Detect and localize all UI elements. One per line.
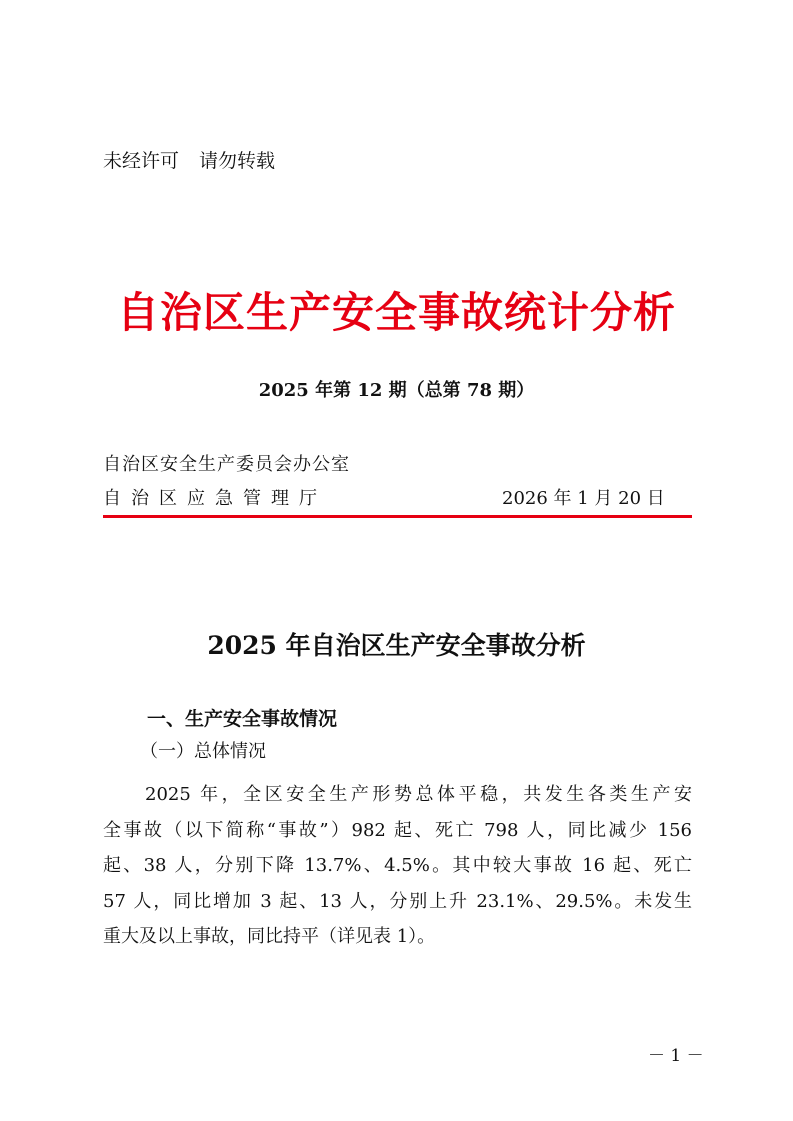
reprint-notice xyxy=(103,146,275,173)
issuer-line-2: 自治区应急管理厅 xyxy=(103,488,327,509)
document-title: 2025 年自治区生产安全事故分析 xyxy=(207,631,586,660)
body-paragraph xyxy=(103,780,692,958)
notice-part1: 未经许可 xyxy=(103,150,180,172)
issue-number: 2025 年第 12 期（总第 78 期） xyxy=(258,380,535,401)
issuer-line-1: 自治区安全生产委员会办公室 xyxy=(103,454,350,475)
section-heading: 一、生产安全事故情况 xyxy=(147,708,338,730)
paragraph-line: 全事故（以下简称“事故”）982 起、死亡 798 人，同比减少 156 xyxy=(103,819,692,841)
notice-part2: 请勿转载 xyxy=(199,150,276,172)
paragraph-line: 57 人，同比增加 3 起、13 人，分别上升 23.1%、29.5%。未发生 xyxy=(103,890,692,912)
paragraph-line: 2025 年，全区安全生产形势总体平稳，共发生各类生产安 xyxy=(145,784,692,805)
page-number: － 1 － xyxy=(648,1046,704,1066)
red-separator-rule xyxy=(103,515,692,518)
paragraph-line: 起、38 人，分别下降 13.7%、4.5%。其中较大事故 16 起、死亡 xyxy=(103,855,692,876)
masthead-title: 自治区生产安全事故统计分析 xyxy=(116,288,676,337)
subsection-heading: （一）总体情况 xyxy=(140,741,266,762)
issue-date: 2026 年 1 月 20 日 xyxy=(502,488,665,509)
paragraph-line: 重大及以上事故，同比持平（详见表 1）。 xyxy=(103,926,436,947)
